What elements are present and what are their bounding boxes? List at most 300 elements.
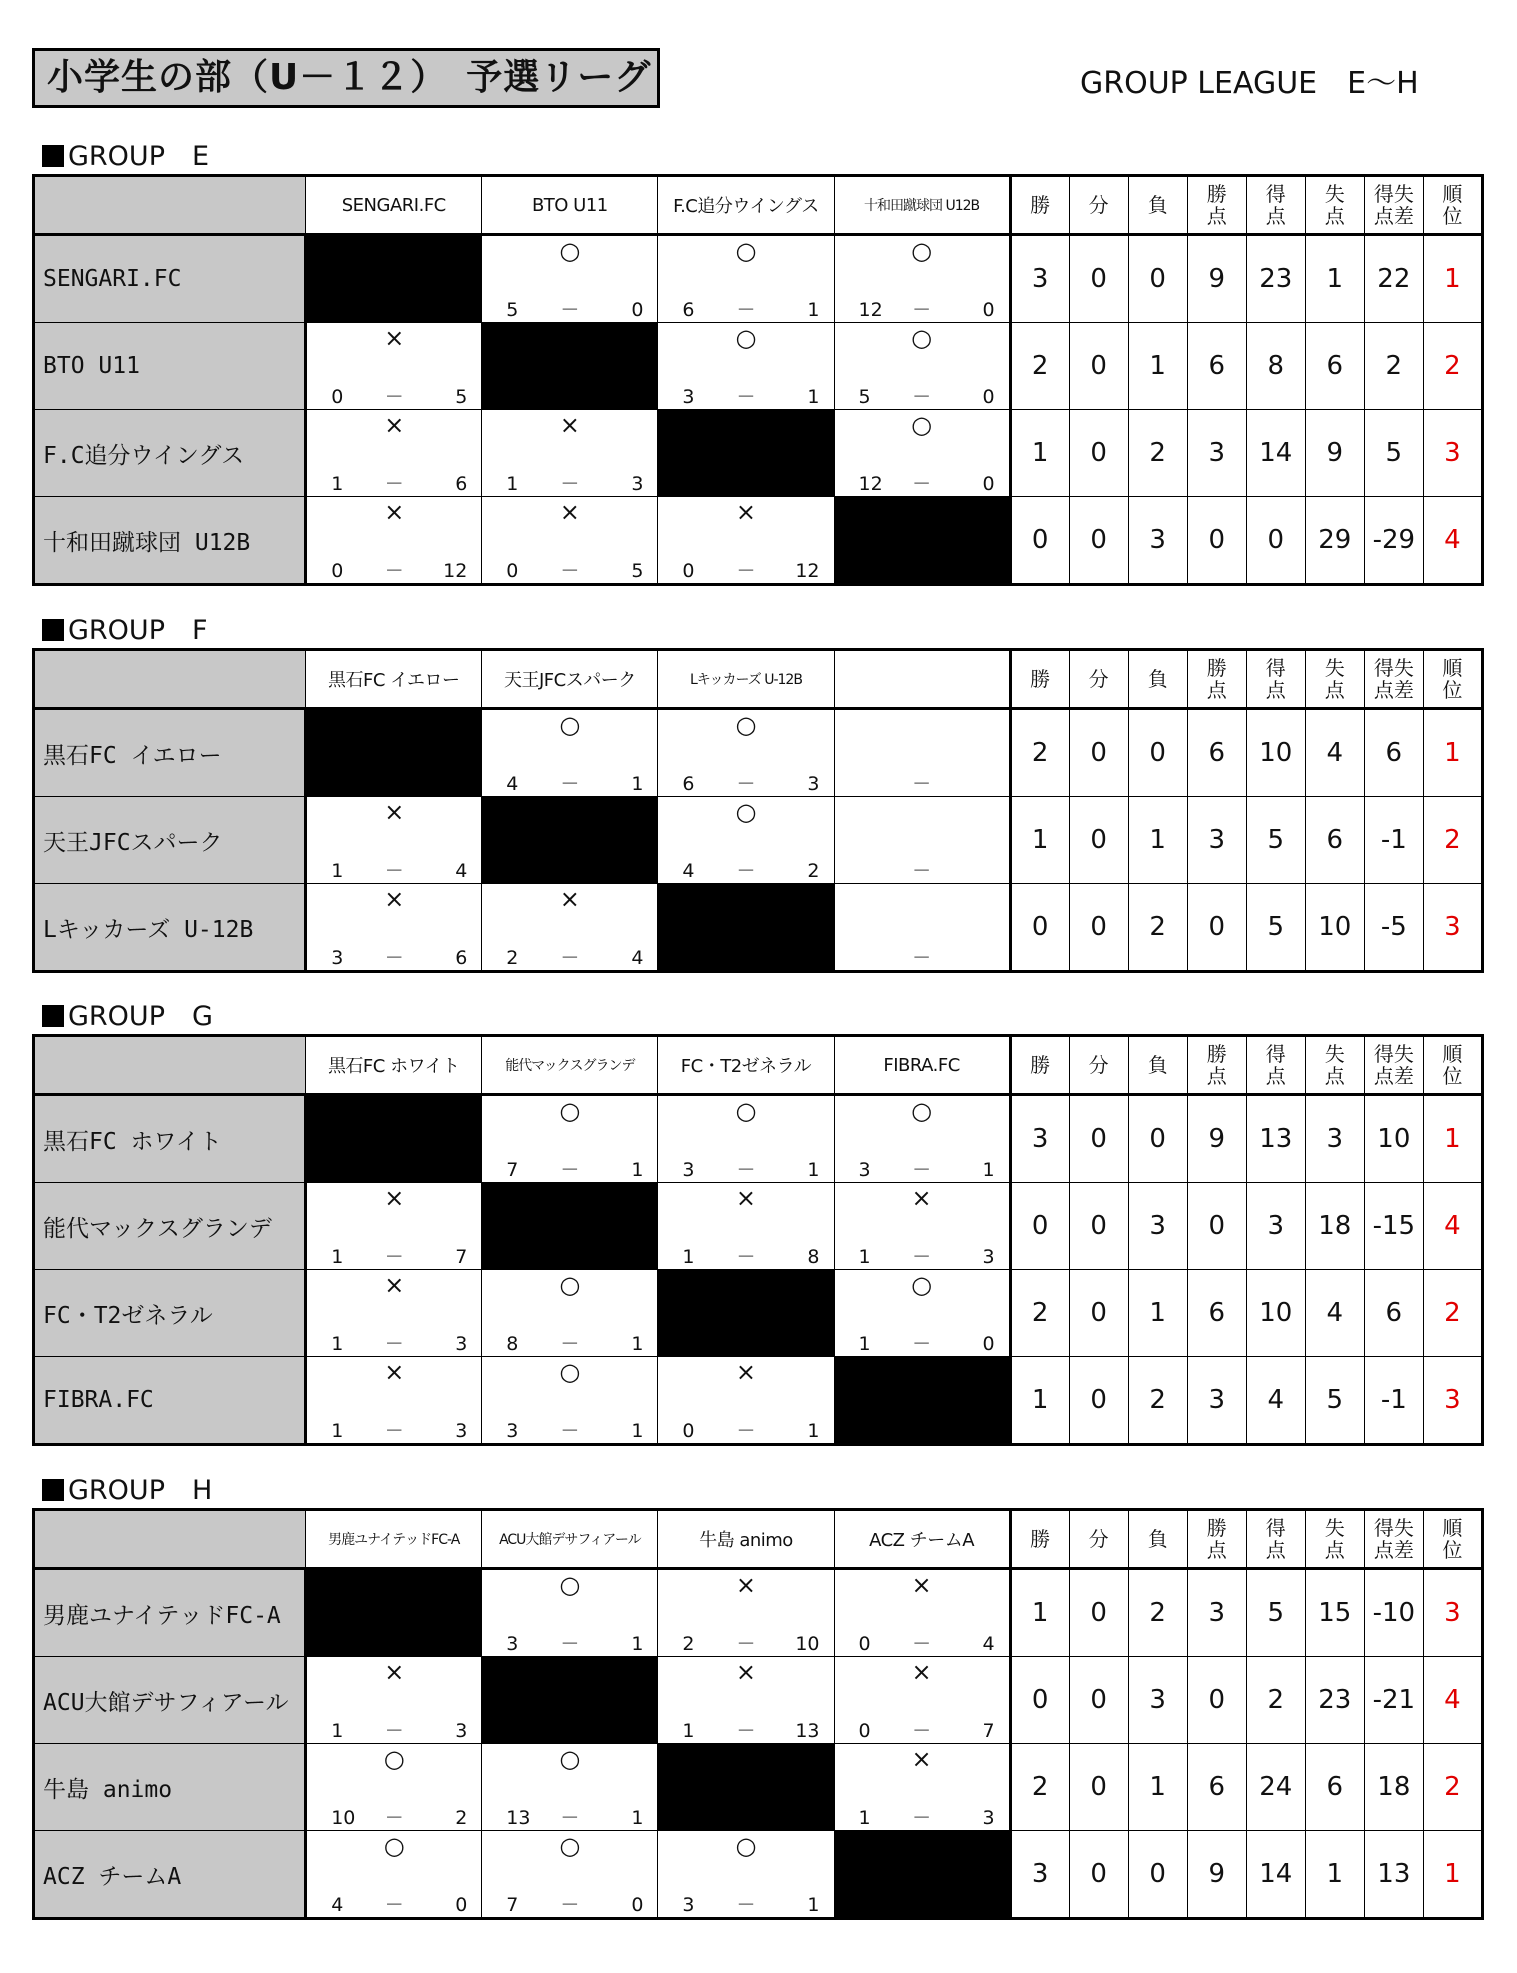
column-team-header: 能代マックスグランデ xyxy=(482,1036,658,1095)
stat-goal-difference: -5 xyxy=(1364,884,1423,972)
result-mark: ○ xyxy=(735,1097,757,1125)
row-team-name-text: 男鹿ユナイテッドFC-A xyxy=(43,1602,281,1629)
match-result-cell xyxy=(834,323,1010,410)
score-dash: － xyxy=(560,1333,580,1355)
stat-header-line2: 点 xyxy=(1324,1064,1345,1088)
row-team-name xyxy=(34,235,306,323)
stat-header-line2: 位 xyxy=(1442,1064,1463,1088)
stat-rank: 4 xyxy=(1423,1657,1482,1744)
self-match-cell xyxy=(482,323,658,410)
stat-header xyxy=(1010,176,1069,235)
header-row xyxy=(34,650,1483,709)
score-dash: － xyxy=(560,1420,580,1442)
result-mark: ○ xyxy=(911,411,933,439)
row-team-name xyxy=(34,1744,306,1831)
score-opponent: 0 xyxy=(982,473,995,495)
match-result-cell xyxy=(482,235,658,323)
row-team-name xyxy=(34,1357,306,1445)
score-opponent: 0 xyxy=(455,1894,468,1916)
stat-header xyxy=(1364,1036,1423,1095)
stat-rank: 1 xyxy=(1423,235,1482,323)
match-result-cell xyxy=(482,1569,658,1657)
score-opponent: 2 xyxy=(807,860,820,882)
group-label xyxy=(32,140,1484,174)
score-dash: － xyxy=(736,1894,756,1916)
result-mark: ○ xyxy=(559,1271,581,1299)
score-opponent: 13 xyxy=(795,1720,820,1742)
stat-goals-against: 18 xyxy=(1305,1183,1364,1270)
score-own: 4 xyxy=(506,773,519,795)
stat-losses: 3 xyxy=(1128,497,1187,585)
score-opponent: 2 xyxy=(455,1807,468,1829)
result-mark: × xyxy=(384,498,405,526)
column-team-header: ACU大館デサフィアール xyxy=(482,1510,658,1569)
team-row xyxy=(34,1569,1483,1657)
score-own: 1 xyxy=(331,473,344,495)
stat-wins: 3 xyxy=(1010,235,1069,323)
score-dash: － xyxy=(560,1894,580,1916)
group-label xyxy=(32,1474,1484,1508)
score-own: 1 xyxy=(331,860,344,882)
stat-points: 0 xyxy=(1187,497,1246,585)
self-match-cell xyxy=(658,884,834,972)
stat-header-line1: 順 xyxy=(1442,1042,1463,1066)
result-mark: × xyxy=(384,1184,405,1212)
stat-goals-against: 4 xyxy=(1305,709,1364,797)
stat-goals-for: 14 xyxy=(1246,410,1305,497)
stat-header-line2: 位 xyxy=(1442,678,1463,702)
score-dash: － xyxy=(560,1807,580,1829)
result-mark: ○ xyxy=(735,237,757,265)
team-row xyxy=(34,1744,1483,1831)
score-dash: － xyxy=(384,860,404,882)
stat-header-line1: 失 xyxy=(1324,1042,1345,1066)
stat-wins: 3 xyxy=(1010,1831,1069,1919)
score-own: 12 xyxy=(858,299,883,321)
result-mark: ○ xyxy=(559,1571,581,1599)
header-row xyxy=(34,1036,1483,1095)
stat-header-line1: 負 xyxy=(1147,1527,1168,1551)
score-opponent: 4 xyxy=(982,1633,995,1655)
match-result-cell xyxy=(834,884,1010,972)
stat-goals-for: 5 xyxy=(1246,797,1305,884)
stat-header-line1: 勝 xyxy=(1030,1527,1051,1551)
stat-header xyxy=(1305,176,1364,235)
score-own: 12 xyxy=(858,473,883,495)
stat-draws: 0 xyxy=(1069,1569,1128,1657)
stat-goals-for: 10 xyxy=(1246,709,1305,797)
match-result-cell xyxy=(482,884,658,972)
stat-losses: 3 xyxy=(1128,1657,1187,1744)
league-table xyxy=(32,648,1484,973)
match-result-cell xyxy=(306,884,482,972)
stat-header xyxy=(1423,1510,1482,1569)
stat-header xyxy=(1246,1510,1305,1569)
row-team-name-text: F.C追分ウイングス xyxy=(43,442,245,469)
stat-goals-for: 8 xyxy=(1246,323,1305,410)
stat-points: 6 xyxy=(1187,1270,1246,1357)
group-section xyxy=(32,614,1484,973)
match-result-cell xyxy=(482,1831,658,1919)
result-mark: × xyxy=(384,885,405,913)
stat-header xyxy=(1069,1036,1128,1095)
score-dash: － xyxy=(384,1333,404,1355)
result-mark: × xyxy=(559,885,580,913)
score-dash: － xyxy=(384,560,404,582)
result-mark: × xyxy=(384,1271,405,1299)
row-team-name xyxy=(34,1183,306,1270)
score-own: 6 xyxy=(682,773,695,795)
row-team-name-text: 黒石FC ホワイト xyxy=(43,1128,222,1155)
row-team-name xyxy=(34,884,306,972)
stat-header-line1: 負 xyxy=(1147,1053,1168,1077)
score-opponent: 1 xyxy=(631,1333,644,1355)
team-row xyxy=(34,1357,1483,1445)
group-label-text: GROUP E xyxy=(68,141,210,172)
score-opponent: 0 xyxy=(982,1333,995,1355)
column-team-header: 黒石FC ホワイト xyxy=(306,1036,482,1095)
team-row xyxy=(34,1657,1483,1744)
stat-header xyxy=(1069,176,1128,235)
stat-goals-against: 4 xyxy=(1305,1270,1364,1357)
score-dash: － xyxy=(384,473,404,495)
stat-header-line2: 位 xyxy=(1442,1538,1463,1562)
stat-rank: 3 xyxy=(1423,1569,1482,1657)
stat-header-line1: 失 xyxy=(1324,1516,1345,1540)
stat-goal-difference: -1 xyxy=(1364,1357,1423,1445)
stat-header-line2: 位 xyxy=(1442,204,1463,228)
score-opponent: 6 xyxy=(455,473,468,495)
score-own: 0 xyxy=(858,1633,871,1655)
stat-header xyxy=(1364,650,1423,709)
score-dash: － xyxy=(384,1420,404,1442)
stat-header-line1: 負 xyxy=(1147,667,1168,691)
stat-header xyxy=(1128,1510,1187,1569)
stat-draws: 0 xyxy=(1069,1183,1128,1270)
score-opponent: 8 xyxy=(807,1246,820,1268)
score-own: 1 xyxy=(858,1333,871,1355)
stat-goals-for: 14 xyxy=(1246,1831,1305,1919)
match-result-cell xyxy=(834,1183,1010,1270)
stat-wins: 0 xyxy=(1010,497,1069,585)
row-team-name-text: SENGARI.FC xyxy=(43,266,182,292)
page-subtitle: GROUP LEAGUE E〜H xyxy=(1080,66,1419,101)
match-result-cell xyxy=(658,1183,834,1270)
stat-header xyxy=(1246,176,1305,235)
column-team-header xyxy=(834,650,1010,709)
result-mark: ○ xyxy=(911,1097,933,1125)
stat-losses: 1 xyxy=(1128,323,1187,410)
match-result-cell xyxy=(834,1744,1010,1831)
stat-losses: 1 xyxy=(1128,797,1187,884)
stat-header-line1: 分 xyxy=(1088,193,1109,217)
score-opponent: 6 xyxy=(455,947,468,969)
column-team-header: FIBRA.FC xyxy=(834,1036,1010,1095)
score-opponent: 5 xyxy=(455,386,468,408)
stat-goal-difference: -29 xyxy=(1364,497,1423,585)
stat-rank: 4 xyxy=(1423,497,1482,585)
stat-goals-for: 4 xyxy=(1246,1357,1305,1445)
self-match-cell xyxy=(306,1095,482,1183)
score-dash: － xyxy=(384,947,404,969)
score-opponent: 3 xyxy=(455,1720,468,1742)
stat-rank: 2 xyxy=(1423,1744,1482,1831)
result-mark: × xyxy=(911,1745,932,1773)
score-opponent: 12 xyxy=(795,560,820,582)
league-table xyxy=(32,1508,1484,1920)
result-mark: × xyxy=(384,1658,405,1686)
result-mark: × xyxy=(384,798,405,826)
stat-points: 9 xyxy=(1187,1095,1246,1183)
score-own: 3 xyxy=(682,1894,695,1916)
result-mark: ○ xyxy=(559,1358,581,1386)
score-dash: － xyxy=(384,1720,404,1742)
stat-header-line1: 分 xyxy=(1088,1527,1109,1551)
stat-draws: 0 xyxy=(1069,1095,1128,1183)
stat-losses: 1 xyxy=(1128,1744,1187,1831)
stat-goals-against: 23 xyxy=(1305,1657,1364,1744)
team-row xyxy=(34,709,1483,797)
self-match-cell xyxy=(306,1569,482,1657)
stat-draws: 0 xyxy=(1069,709,1128,797)
corner-cell xyxy=(34,1036,306,1095)
stat-header xyxy=(1305,1510,1364,1569)
result-mark: × xyxy=(559,498,580,526)
stat-header xyxy=(1128,650,1187,709)
stat-header-line2: 点 xyxy=(1206,204,1227,228)
column-team-header: F.C追分ウイングス xyxy=(658,176,834,235)
stat-header-line1: 勝 xyxy=(1206,1516,1227,1540)
match-result-cell xyxy=(306,1357,482,1445)
score-own: 0 xyxy=(331,560,344,582)
stat-losses: 2 xyxy=(1128,884,1187,972)
score-own: 0 xyxy=(331,386,344,408)
self-match-cell xyxy=(306,235,482,323)
group-label xyxy=(32,1000,1484,1034)
stat-rank: 3 xyxy=(1423,1357,1482,1445)
score-dash: － xyxy=(736,386,756,408)
score-own: 2 xyxy=(506,947,519,969)
stat-points: 6 xyxy=(1187,323,1246,410)
row-team-name-text: BTO U11 xyxy=(43,353,140,379)
score-own: 3 xyxy=(506,1420,519,1442)
match-result-cell xyxy=(658,1095,834,1183)
match-result-cell xyxy=(482,709,658,797)
score-dash: － xyxy=(912,1720,932,1742)
stat-wins: 2 xyxy=(1010,1744,1069,1831)
stat-goals-against: 9 xyxy=(1305,410,1364,497)
team-row xyxy=(34,323,1483,410)
stat-losses: 2 xyxy=(1128,410,1187,497)
match-result-cell xyxy=(658,1357,834,1445)
match-result-cell xyxy=(658,1569,834,1657)
score-own: 5 xyxy=(858,386,871,408)
score-opponent: 4 xyxy=(455,860,468,882)
score-dash: － xyxy=(384,1894,404,1916)
column-team-header: ACZ チームA xyxy=(834,1510,1010,1569)
stat-header-line1: 勝 xyxy=(1206,656,1227,680)
score-own: 0 xyxy=(682,560,695,582)
score-opponent: 3 xyxy=(631,473,644,495)
column-team-header: Lキッカーズ U-12B xyxy=(658,650,834,709)
stat-header-line1: 得失 xyxy=(1373,182,1414,206)
stat-wins: 0 xyxy=(1010,884,1069,972)
stat-header-line2: 点差 xyxy=(1373,204,1414,228)
score-opponent: 1 xyxy=(631,1807,644,1829)
score-dash: － xyxy=(912,1246,932,1268)
stat-rank: 1 xyxy=(1423,1095,1482,1183)
self-match-cell xyxy=(834,497,1010,585)
column-team-header: FC・T2ゼネラル xyxy=(658,1036,834,1095)
score-dash: － xyxy=(912,947,932,969)
stat-header xyxy=(1128,176,1187,235)
square-bullet-icon xyxy=(42,145,64,167)
score-opponent: 3 xyxy=(982,1246,995,1268)
score-dash: － xyxy=(736,1633,756,1655)
score-opponent: 0 xyxy=(631,299,644,321)
stat-goals-for: 0 xyxy=(1246,497,1305,585)
column-team-header: 天王JFCスパーク xyxy=(482,650,658,709)
stat-goals-for: 23 xyxy=(1246,235,1305,323)
stat-draws: 0 xyxy=(1069,1831,1128,1919)
stat-header xyxy=(1187,176,1246,235)
row-team-name-text: 牛島 animo xyxy=(43,1776,173,1803)
score-dash: － xyxy=(912,386,932,408)
stat-goals-against: 1 xyxy=(1305,1831,1364,1919)
score-dash: － xyxy=(560,773,580,795)
stat-header-line1: 得失 xyxy=(1373,1042,1414,1066)
stat-rank: 2 xyxy=(1423,797,1482,884)
score-own: 7 xyxy=(506,1894,519,1916)
stat-wins: 0 xyxy=(1010,1657,1069,1744)
result-mark: × xyxy=(735,1358,757,1386)
stat-goal-difference: 6 xyxy=(1364,709,1423,797)
match-result-cell xyxy=(482,1744,658,1831)
square-bullet-icon xyxy=(42,1479,64,1501)
header-row xyxy=(34,176,1483,235)
stat-header xyxy=(1069,1510,1128,1569)
score-opponent: 10 xyxy=(795,1633,820,1655)
stat-goal-difference: 10 xyxy=(1364,1095,1423,1183)
result-mark: × xyxy=(384,411,405,439)
stat-goal-difference: -21 xyxy=(1364,1657,1423,1744)
match-result-cell xyxy=(658,709,834,797)
row-team-name xyxy=(34,797,306,884)
stat-header-line2: 点 xyxy=(1265,1064,1286,1088)
group-section xyxy=(32,140,1484,586)
stat-points: 0 xyxy=(1187,1183,1246,1270)
row-team-name xyxy=(34,323,306,410)
result-mark: ○ xyxy=(735,711,757,739)
stat-header-line1: 順 xyxy=(1442,1516,1463,1540)
column-team-header: BTO U11 xyxy=(482,176,658,235)
group-label xyxy=(32,614,1484,648)
score-dash: － xyxy=(912,1333,932,1355)
result-mark: ○ xyxy=(559,1097,581,1125)
stat-losses: 0 xyxy=(1128,709,1187,797)
group-label-text: GROUP F xyxy=(68,615,208,646)
score-opponent: 0 xyxy=(631,1894,644,1916)
stat-header-line1: 順 xyxy=(1442,656,1463,680)
row-team-name xyxy=(34,709,306,797)
stat-header xyxy=(1128,1036,1187,1095)
result-mark: × xyxy=(735,498,757,526)
result-mark: × xyxy=(735,1184,757,1212)
stat-wins: 2 xyxy=(1010,323,1069,410)
score-own: 7 xyxy=(506,1159,519,1181)
stat-goals-for: 24 xyxy=(1246,1744,1305,1831)
corner-cell xyxy=(34,176,306,235)
column-team-header: 十和田蹴球団 U12B xyxy=(834,176,1010,235)
stat-header xyxy=(1246,650,1305,709)
result-mark: ○ xyxy=(559,711,581,739)
group-label-text: GROUP H xyxy=(68,1475,213,1506)
row-team-name xyxy=(34,1831,306,1919)
score-own: 2 xyxy=(682,1633,695,1655)
match-result-cell xyxy=(658,497,834,585)
score-dash: － xyxy=(912,473,932,495)
stat-header xyxy=(1423,1036,1482,1095)
stat-header-line1: 順 xyxy=(1442,182,1463,206)
stat-goal-difference: 18 xyxy=(1364,1744,1423,1831)
score-opponent: 4 xyxy=(631,947,644,969)
score-opponent: 12 xyxy=(443,560,468,582)
group-label-text: GROUP G xyxy=(68,1001,213,1032)
score-opponent: 3 xyxy=(455,1333,468,1355)
stat-header xyxy=(1423,176,1482,235)
stat-header-line2: 点 xyxy=(1324,678,1345,702)
stat-goals-against: 15 xyxy=(1305,1569,1364,1657)
row-team-name xyxy=(34,1657,306,1744)
match-result-cell xyxy=(306,1657,482,1744)
match-result-cell xyxy=(306,1744,482,1831)
stat-header-line1: 勝 xyxy=(1206,182,1227,206)
stat-header xyxy=(1187,650,1246,709)
stat-goals-against: 1 xyxy=(1305,235,1364,323)
stat-header-line1: 失 xyxy=(1324,656,1345,680)
score-opponent: 7 xyxy=(982,1720,995,1742)
row-team-name-text: Lキッカーズ U-12B xyxy=(43,916,254,943)
match-result-cell xyxy=(306,1183,482,1270)
score-opponent: 1 xyxy=(807,1894,820,1916)
match-result-cell xyxy=(306,323,482,410)
stat-wins: 3 xyxy=(1010,1095,1069,1183)
league-table xyxy=(32,1034,1484,1446)
result-mark: ○ xyxy=(735,324,757,352)
row-team-name-text: 十和田蹴球団 U12B xyxy=(43,529,251,556)
score-own: 3 xyxy=(331,947,344,969)
square-bullet-icon xyxy=(42,1005,64,1027)
stat-goals-against: 29 xyxy=(1305,497,1364,585)
row-team-name-text: 黒石FC イエロー xyxy=(43,742,222,769)
stat-points: 9 xyxy=(1187,1831,1246,1919)
stat-goal-difference: 22 xyxy=(1364,235,1423,323)
match-result-cell xyxy=(482,1095,658,1183)
team-row xyxy=(34,884,1483,972)
score-opponent: 1 xyxy=(807,386,820,408)
square-bullet-icon xyxy=(42,619,64,641)
stat-goals-for: 13 xyxy=(1246,1095,1305,1183)
score-dash: － xyxy=(736,773,756,795)
score-own: 1 xyxy=(682,1246,695,1268)
score-own: 1 xyxy=(858,1246,871,1268)
score-dash: － xyxy=(736,1246,756,1268)
group-section xyxy=(32,1474,1484,1920)
stat-header-line2: 点 xyxy=(1206,678,1227,702)
result-mark: × xyxy=(735,1571,757,1599)
stat-points: 0 xyxy=(1187,1657,1246,1744)
stat-wins: 1 xyxy=(1010,1569,1069,1657)
